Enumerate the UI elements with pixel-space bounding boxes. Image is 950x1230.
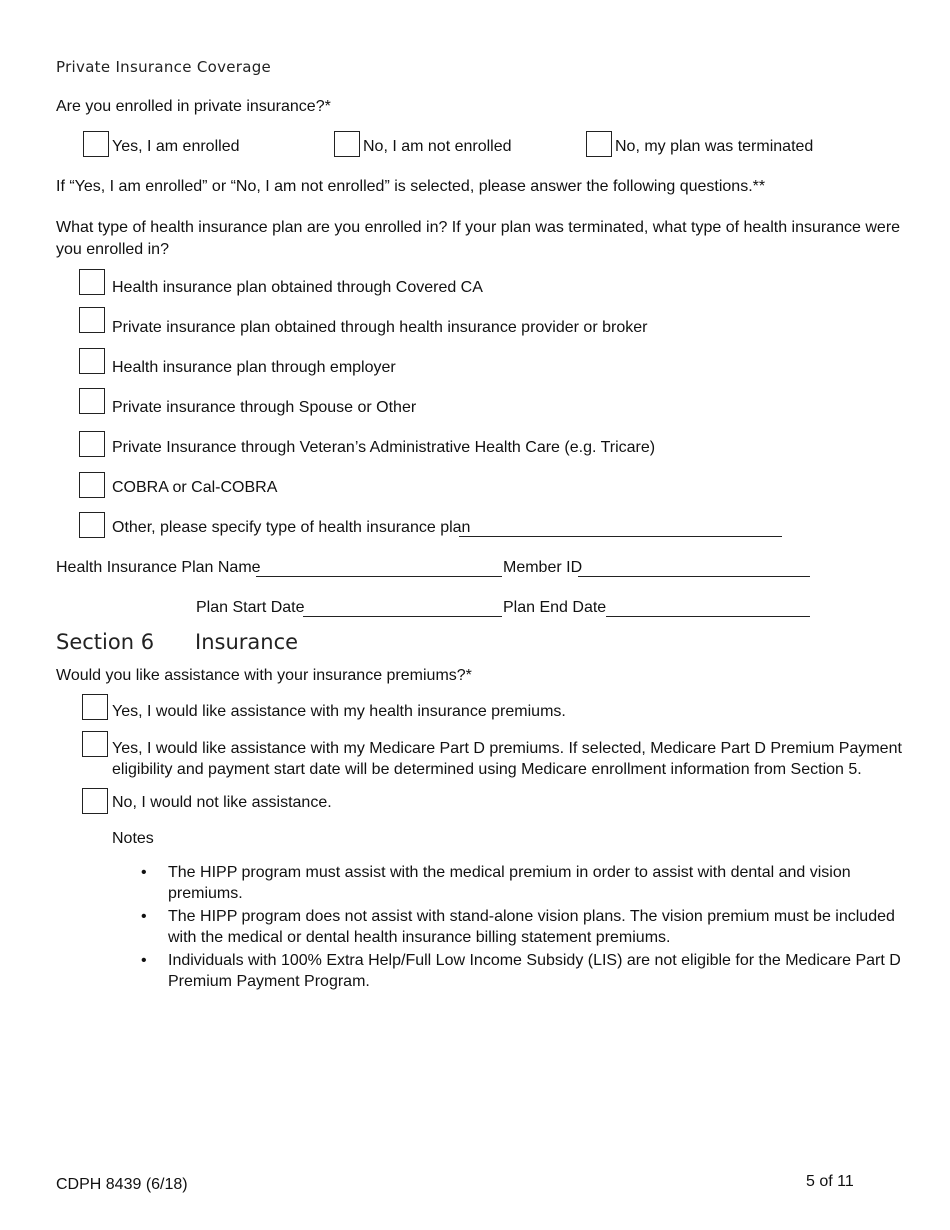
plan-other-input[interactable] — [459, 536, 782, 537]
assistance-question: Would you like assistance with your insurance premiums?* — [56, 667, 472, 684]
assist-medicare-d-checkbox[interactable] — [82, 731, 108, 757]
note-item: • The HIPP program must assist with the medical premium in order to assist with dental and vision premiums. — [141, 862, 903, 904]
plan-name-label: Health Insurance Plan Name — [56, 559, 261, 576]
plan-name-input[interactable] — [256, 576, 502, 577]
plan-employer-checkbox[interactable] — [79, 348, 105, 374]
plan-veteran-checkbox[interactable] — [79, 431, 105, 457]
plan-other-checkbox[interactable] — [79, 512, 105, 538]
enrolled-yes-checkbox[interactable] — [83, 131, 109, 157]
plan-cobra-label: COBRA or Cal-COBRA — [112, 479, 278, 496]
private-insurance-heading: Private Insurance Coverage — [56, 58, 272, 76]
section-number: Section 6 — [56, 630, 155, 654]
plan-cobra-checkbox[interactable] — [79, 472, 105, 498]
plan-spouse-label: Private insurance through Spouse or Other — [112, 399, 417, 416]
assist-none-checkbox[interactable] — [82, 788, 108, 814]
plan-covered-ca-checkbox[interactable] — [79, 269, 105, 295]
member-id-input[interactable] — [578, 576, 810, 577]
enrolled-no-checkbox[interactable] — [334, 131, 360, 157]
plan-end-label: Plan End Date — [503, 599, 607, 616]
follow-up-instruction: If “Yes, I am enrolled” or “No, I am not enrolled” is selected, please answer the following questions.** — [56, 178, 766, 195]
plan-terminated-label: No, my plan was terminated — [615, 138, 814, 155]
plan-start-input[interactable] — [303, 616, 502, 617]
assist-medicare-d-label: Yes, I would like assistance with my Medicare Part D premiums. If selected, Medicare Part D Premium Payment eligibility and payment start date will be determined using Medicare enrollment information from Section 5. — [112, 740, 902, 778]
assist-health-checkbox[interactable] — [82, 694, 108, 720]
notes-list — [141, 862, 903, 994]
plan-veteran-label: Private Insurance through Veteran’s Administrative Health Care (e.g. Tricare) — [112, 439, 656, 456]
section-title: Insurance — [195, 630, 299, 654]
plan-spouse-checkbox[interactable] — [79, 388, 105, 414]
note-item: • Individuals with 100% Extra Help/Full Low Income Subsidy (LIS) are not eligible for the Medicare Part D Premium Payment Program. — [141, 950, 903, 992]
assist-none-label: No, I would not like assistance. — [112, 794, 332, 811]
page-number: 5 of 11 — [806, 1173, 854, 1190]
plan-type-question: What type of health insurance plan are you enrolled in? If your plan was terminated, what type of health insurance were you enrolled in? — [56, 219, 901, 258]
plan-covered-ca-label: Health insurance plan obtained through Covered CA — [112, 279, 483, 296]
note-item: • The HIPP program does not assist with stand-alone vision plans. The vision premium must be included with the medical or dental health insurance billing statement premiums. — [141, 906, 903, 948]
enrolled-no-label: No, I am not enrolled — [363, 138, 512, 155]
plan-end-input[interactable] — [606, 616, 810, 617]
enrolled-yes-label: Yes, I am enrolled — [112, 138, 240, 155]
member-id-label: Member ID — [503, 559, 583, 576]
plan-employer-label: Health insurance plan through employer — [112, 359, 396, 376]
plan-other-label: Other, please specify type of health insurance plan — [112, 519, 471, 536]
plan-terminated-checkbox[interactable] — [586, 131, 612, 157]
form-id: CDPH 8439 (6/18) — [56, 1176, 188, 1193]
notes-label: Notes — [112, 830, 154, 847]
plan-start-label: Plan Start Date — [196, 599, 305, 616]
enrolled-question: Are you enrolled in private insurance?* — [56, 98, 331, 115]
plan-provider-broker-checkbox[interactable] — [79, 307, 105, 333]
plan-provider-broker-label: Private insurance plan obtained through health insurance provider or broker — [112, 319, 648, 336]
assist-health-label: Yes, I would like assistance with my health insurance premiums. — [112, 703, 566, 720]
